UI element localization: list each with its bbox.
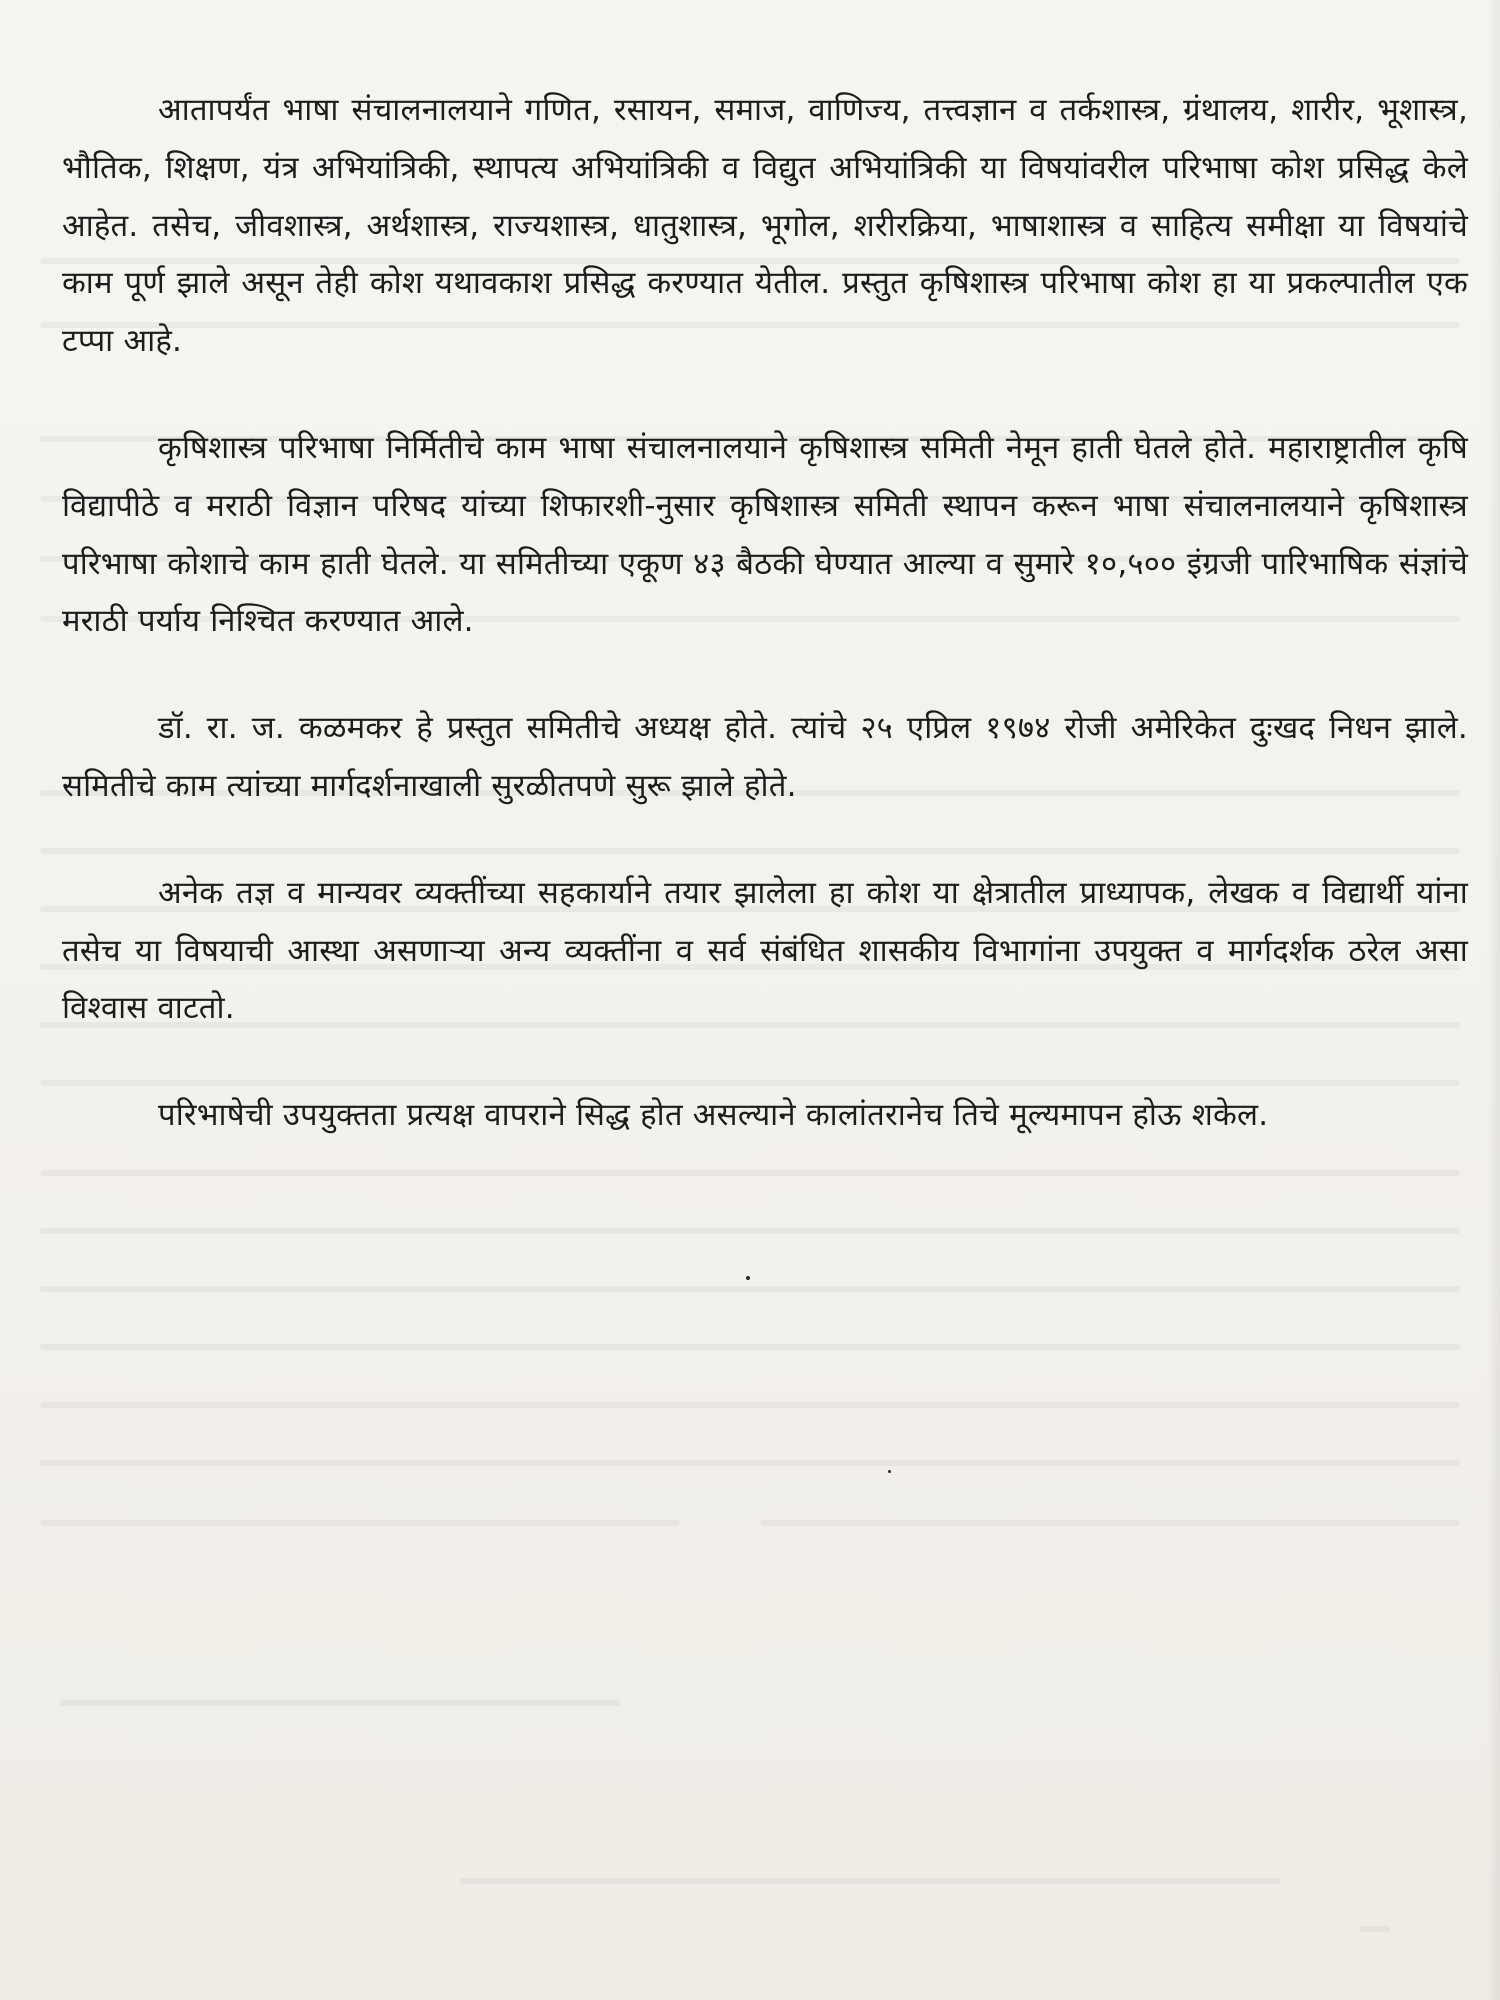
- bleed-through-line: [40, 1170, 1460, 1176]
- bleed-through-line: [760, 1520, 1460, 1526]
- bleed-through-line: [1360, 1926, 1390, 1932]
- bleed-through-line: [40, 1520, 680, 1526]
- bleed-through-line: [40, 1402, 1460, 1408]
- paragraph-2: कृषिशास्त्र परिभाषा निर्मितीचे काम भाषा संचालनालयाने कृषिशास्त्र समिती नेमून हाती घेतले होते. महाराष्ट्रातील कृषि विद्यापीठे व मराठी विज्ञान परिषद यांच्या शिफारशी-नुसार कृषिशास्त्र समिती स्थापन करून भाषा संचालनालयाने कृषिशास्त्र परिभाषा कोशाचे काम हाती घेतले. या समितीच्या एकूण ४३ बैठकी घेण्यात आल्या व सुमारे १०,५०० इंग्रजी पारिभाषिक संज्ञांचे मराठी पर्याय निश्चित करण्यात आले.: [62, 429, 1468, 640]
- paragraph-3: डॉ. रा. ज. कळमकर हे प्रस्तुत समितीचे अध्यक्ष होते. त्यांचे २५ एप्रिल १९७४ रोजी अमेरिकेत दुःखद निधन झाले. समितीचे काम त्यांच्या मार्गदर्शनाखाली सुरळीतपणे सुरू झाले होते.: [62, 710, 1468, 804]
- bleed-through-line: [40, 1228, 1460, 1234]
- bleed-through-line: [40, 1344, 1460, 1350]
- scan-speck: [888, 1470, 891, 1473]
- bleed-through-line: [40, 1286, 1460, 1292]
- paragraph-4: अनेक तज्ञ व मान्यवर व्यक्तींच्या सहकार्याने तयार झालेला हा कोश या क्षेत्रातील प्राध्यापक, लेखक व विद्यार्थी यांना तसेच या विषयाची आस्था असणाऱ्या अन्य व्यक्तींना व सर्व संबंधित शासकीय विभागांना उपयुक्त व मार्गदर्शक ठरेल असा विश्वास वाटतो.: [62, 874, 1468, 1027]
- bleed-through-line: [460, 1878, 1280, 1884]
- paragraph-5: परिभाषेची उपयुक्तता प्रत्यक्ष वापराने सिद्ध होत असल्याने कालांतरानेच तिचे मूल्यमापन होऊ शकेल.: [158, 1097, 1269, 1134]
- body-text: [62, 82, 1468, 1145]
- scan-speck: [746, 1276, 750, 1280]
- scan-edge-shadow: [1486, 0, 1500, 2000]
- bleed-through-line: [40, 1460, 1460, 1466]
- bleed-through-line: [60, 1700, 620, 1706]
- paragraph-1: आतापर्यंत भाषा संचालनालयाने गणित, रसायन, समाज, वाणिज्य, तत्त्वज्ञान व तर्कशास्त्र, ग्रंथालय, शारीर, भूशास्त्र, भौतिक, शिक्षण, यंत्र अभियांत्रिकी, स्थापत्य अभियांत्रिकी व विद्युत अभियांत्रिकी या विषयांवरील परिभाषा कोश प्रसिद्ध केले आहेत. तसेच, जीवशास्त्र, अर्थशास्त्र, राज्यशास्त्र, धातुशास्त्र, भूगोल, शरीरक्रिया, भाषाशास्त्र व साहित्य समीक्षा या विषयांचे काम पूर्ण झाले असून तेही कोश यथावकाश प्रसिद्ध करण्यात येतील. प्रस्तुत कृषिशास्त्र परिभाषा कोश हा या प्रकल्पातील एक टप्पा आहे.: [62, 92, 1468, 360]
